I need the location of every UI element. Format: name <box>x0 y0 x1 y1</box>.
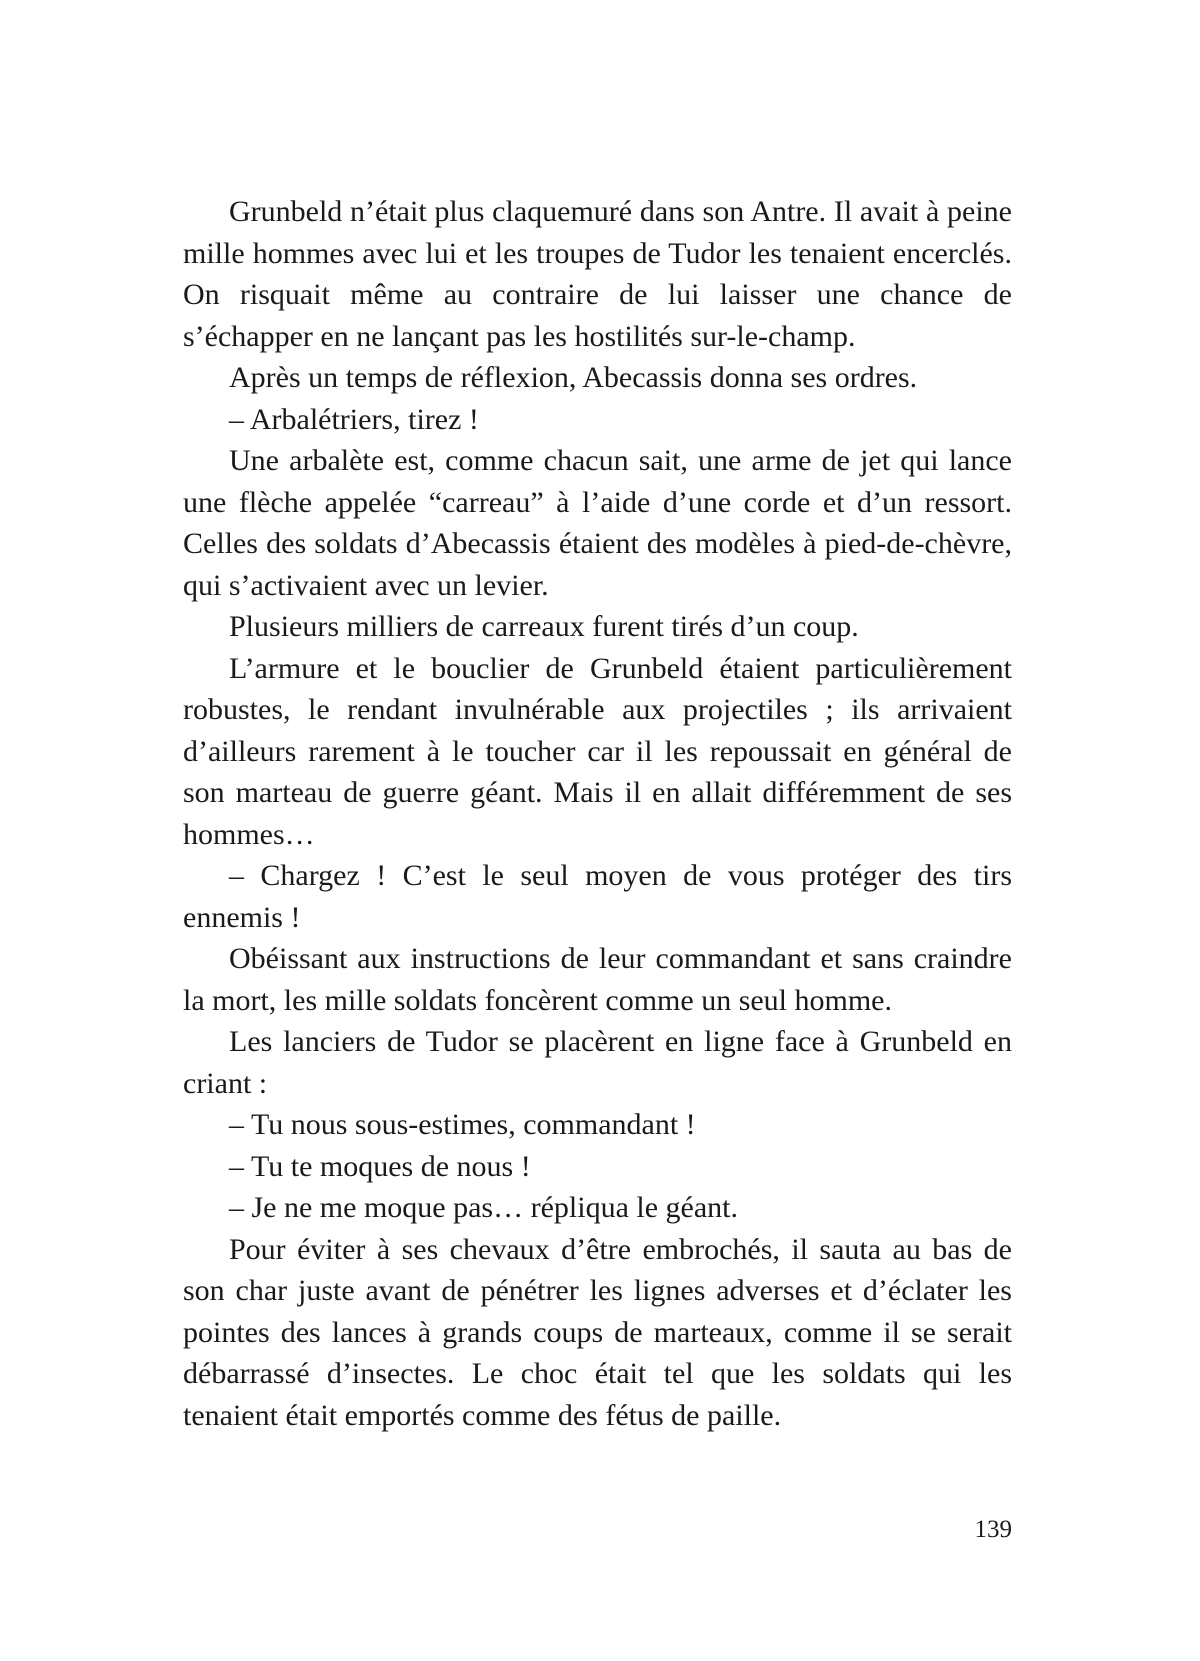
paragraph-10-dialogue: – Tu nous sous-estimes, commandant ! <box>229 1108 696 1141</box>
paragraph-4: Une arbalète est, comme chacun sait, une arme de jet qui lance une flèche appelée “carreau” à l’aide d’une corde et d’un ressort. Celles des soldats d’Abecassis étaient des modèles à pied-de-chèvre, qui s’activaient avec un levier. <box>183 444 1012 602</box>
paragraph-1: Grunbeld n’était plus claquemuré dans son Antre. Il avait à peine mille hommes avec lui et les troupes de Tudor les tenaient encerclés. On risquait même au contraire de lui laisser une chance de s’échapper en ne lançant pas les hostilités sur-le-champ. <box>183 195 1012 353</box>
paragraph-8: Obéissant aux instructions de leur commandant et sans craindre la mort, les mille soldats foncèrent comme un seul homme. <box>183 942 1012 1017</box>
paragraph-12-dialogue: – Je ne me moque pas… répliqua le géant. <box>229 1191 739 1224</box>
paragraph-7-dialogue: – Chargez ! C’est le seul moyen de vous protéger des tirs ennemis ! <box>183 859 1012 934</box>
paragraph-3-dialogue: – Arbalétriers, tirez ! <box>229 402 479 436</box>
paragraph-2: Après un temps de réflexion, Abecassis donna ses ordres. <box>229 361 918 394</box>
paragraph-11-dialogue: – Tu te moques de nous ! <box>229 1149 531 1183</box>
paragraph-5: Plusieurs milliers de carreaux furent tirés d’un coup. <box>229 610 859 643</box>
page-number: 139 <box>974 1516 1012 1543</box>
paragraph-9: Les lanciers de Tudor se placèrent en ligne face à Grunbeld en criant : <box>183 1025 1012 1100</box>
paragraph-13: Pour éviter à ses chevaux d’être embrochés, il sauta au bas de son char juste avant de pénétrer les lignes adverses et d’éclater les pointes des lances à grands coups de marteaux, comme il se serait débarrassé d’insectes. Le choc était tel que les soldats qui les tenaient était emportés comme des fétus de paille. <box>183 1232 1012 1432</box>
body-text <box>183 191 1012 1436</box>
paragraph-6: L’armure et le bouclier de Grunbeld étaient particulièrement robustes, le rendant invulnérable aux projectiles ; ils arrivaient d’ailleurs rarement à le toucher car il les repoussait en général de son marteau de guerre géant. Mais il en allait différemment de ses hommes… <box>183 651 1012 851</box>
